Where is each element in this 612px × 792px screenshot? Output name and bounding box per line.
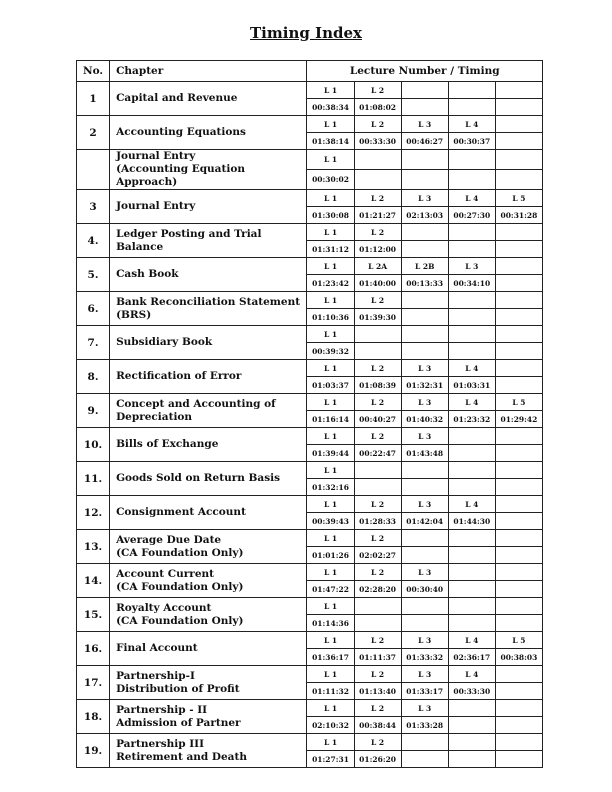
chapter-number: 9. bbox=[77, 394, 110, 428]
lecture-label bbox=[448, 700, 495, 717]
lecture-label: L 1 bbox=[307, 462, 354, 479]
lecture-timing: 01:11:32 bbox=[307, 683, 354, 700]
chapter-number: 8. bbox=[77, 360, 110, 394]
chapter-name-line: Partnership III bbox=[116, 737, 204, 750]
lecture-timing: 02:10:32 bbox=[307, 717, 354, 734]
lecture-timing: 01:28:33 bbox=[354, 513, 401, 530]
lecture-label bbox=[495, 82, 542, 99]
chapter-name-line: Bank Reconciliation Statement bbox=[116, 295, 301, 308]
lecture-label: L 3 bbox=[401, 428, 448, 445]
table-row bbox=[77, 394, 543, 411]
header-chapter: Chapter bbox=[110, 61, 307, 82]
lecture-timing: 01:08:39 bbox=[354, 377, 401, 394]
chapter-name-line: Bills of Exchange bbox=[116, 438, 219, 450]
lecture-timing bbox=[401, 343, 448, 360]
lecture-timing bbox=[448, 751, 495, 768]
lecture-timing: 00:13:33 bbox=[401, 275, 448, 292]
lecture-timing: 00:22:47 bbox=[354, 445, 401, 462]
lecture-timing: 00:46:27 bbox=[401, 133, 448, 150]
lecture-timing bbox=[448, 581, 495, 598]
lecture-label bbox=[495, 598, 542, 615]
lecture-label: L 1 bbox=[307, 632, 354, 649]
table-row bbox=[77, 326, 543, 343]
lecture-timing: 00:38:44 bbox=[354, 717, 401, 734]
chapter-number bbox=[77, 150, 110, 190]
lecture-label bbox=[401, 326, 448, 343]
table-row bbox=[77, 150, 543, 170]
chapter-name bbox=[110, 632, 307, 666]
lecture-label: L 4 bbox=[448, 496, 495, 513]
chapter-name bbox=[110, 150, 307, 190]
lecture-label: L 2 bbox=[354, 82, 401, 99]
lecture-label: L 4 bbox=[448, 632, 495, 649]
chapter-name-line: Distribution of Profit bbox=[116, 682, 240, 695]
lecture-timing bbox=[401, 170, 448, 190]
lecture-label: L 1 bbox=[307, 150, 354, 170]
lecture-label: L 1 bbox=[307, 292, 354, 309]
chapter-name bbox=[110, 700, 307, 734]
lecture-timing: 00:40:27 bbox=[354, 411, 401, 428]
lecture-timing bbox=[354, 615, 401, 632]
lecture-label bbox=[448, 598, 495, 615]
lecture-timing: 00:30:37 bbox=[448, 133, 495, 150]
chapter-name-line: Rectification of Error bbox=[116, 370, 242, 382]
lecture-timing bbox=[401, 241, 448, 258]
chapter-number: 18. bbox=[77, 700, 110, 734]
table-row bbox=[77, 360, 543, 377]
lecture-timing bbox=[448, 309, 495, 326]
chapter-name bbox=[110, 82, 307, 116]
lecture-timing: 01:01:26 bbox=[307, 547, 354, 564]
lecture-timing bbox=[495, 751, 542, 768]
lecture-timing: 01:03:31 bbox=[448, 377, 495, 394]
lecture-timing: 00:30:40 bbox=[401, 581, 448, 598]
chapter-number: 12. bbox=[77, 496, 110, 530]
chapter-name-line: Cash Book bbox=[116, 268, 179, 280]
lecture-label: L 3 bbox=[401, 700, 448, 717]
lecture-label bbox=[401, 530, 448, 547]
lecture-timing: 01:29:42 bbox=[495, 411, 542, 428]
lecture-timing bbox=[495, 581, 542, 598]
chapter-name bbox=[110, 190, 307, 224]
chapter-number: 3 bbox=[77, 190, 110, 224]
chapter-name-line: Capital and Revenue bbox=[116, 92, 238, 104]
lecture-timing: 01:23:32 bbox=[448, 411, 495, 428]
lecture-timing: 01:36:17 bbox=[307, 649, 354, 666]
table-row bbox=[77, 530, 543, 547]
lecture-label: L 3 bbox=[401, 360, 448, 377]
chapter-name-line: Concept and Accounting of bbox=[116, 397, 276, 410]
lecture-timing bbox=[448, 241, 495, 258]
lecture-label bbox=[495, 462, 542, 479]
lecture-label bbox=[448, 326, 495, 343]
table-row bbox=[77, 462, 543, 479]
lecture-timing bbox=[495, 133, 542, 150]
lecture-timing: 02:36:17 bbox=[448, 649, 495, 666]
lecture-label: L 2B bbox=[401, 258, 448, 275]
lecture-label: L 2 bbox=[354, 116, 401, 133]
lecture-timing: 01:31:12 bbox=[307, 241, 354, 258]
chapter-name-line: Average Due Date bbox=[116, 533, 222, 546]
table-row bbox=[77, 116, 543, 133]
lecture-timing: 01:30:08 bbox=[307, 207, 354, 224]
chapter-name bbox=[110, 530, 307, 564]
lecture-timing: 00:30:02 bbox=[307, 170, 354, 190]
lecture-timing: 01:38:14 bbox=[307, 133, 354, 150]
table-row bbox=[77, 564, 543, 581]
lecture-timing bbox=[401, 99, 448, 116]
lecture-label: L 5 bbox=[495, 394, 542, 411]
lecture-timing: 02:02:27 bbox=[354, 547, 401, 564]
lecture-timing: 00:33:30 bbox=[354, 133, 401, 150]
table-row bbox=[77, 292, 543, 309]
lecture-timing: 01:23:42 bbox=[307, 275, 354, 292]
lecture-timing bbox=[495, 513, 542, 530]
chapter-number: 11. bbox=[77, 462, 110, 496]
lecture-timing: 01:14:36 bbox=[307, 615, 354, 632]
lecture-label: L 5 bbox=[495, 632, 542, 649]
lecture-label: L 2 bbox=[354, 428, 401, 445]
lecture-label bbox=[448, 150, 495, 170]
lecture-timing bbox=[448, 717, 495, 734]
lecture-timing: 01:39:44 bbox=[307, 445, 354, 462]
lecture-label: L 3 bbox=[401, 190, 448, 207]
lecture-label bbox=[401, 462, 448, 479]
lecture-timing: 01:03:37 bbox=[307, 377, 354, 394]
chapter-name bbox=[110, 326, 307, 360]
lecture-label: L 4 bbox=[448, 190, 495, 207]
table-row bbox=[77, 734, 543, 751]
lecture-label bbox=[495, 666, 542, 683]
lecture-timing bbox=[401, 309, 448, 326]
table-row bbox=[77, 258, 543, 275]
header-row bbox=[77, 61, 543, 82]
lecture-label bbox=[401, 224, 448, 241]
chapter-name-line: Depreciation bbox=[116, 410, 193, 423]
lecture-timing bbox=[495, 309, 542, 326]
lecture-timing: 01:33:32 bbox=[401, 649, 448, 666]
lecture-label bbox=[448, 734, 495, 751]
lecture-label bbox=[495, 700, 542, 717]
lecture-label: L 1 bbox=[307, 700, 354, 717]
lecture-label bbox=[401, 734, 448, 751]
table-row bbox=[77, 666, 543, 683]
lecture-label bbox=[448, 82, 495, 99]
chapter-number: 2 bbox=[77, 116, 110, 150]
lecture-label: L 3 bbox=[401, 394, 448, 411]
lecture-timing bbox=[448, 170, 495, 190]
chapter-number: 14. bbox=[77, 564, 110, 598]
chapter-name-line: Account Current bbox=[116, 567, 214, 580]
lecture-timing: 01:32:16 bbox=[307, 479, 354, 496]
lecture-label: L 3 bbox=[401, 496, 448, 513]
lecture-timing: 01:44:30 bbox=[448, 513, 495, 530]
lecture-label: L 2A bbox=[354, 258, 401, 275]
lecture-label bbox=[495, 428, 542, 445]
chapter-name bbox=[110, 360, 307, 394]
lecture-label bbox=[448, 224, 495, 241]
lecture-timing: 01:40:00 bbox=[354, 275, 401, 292]
chapter-name bbox=[110, 116, 307, 150]
lecture-timing: 01:32:31 bbox=[401, 377, 448, 394]
chapter-number: 10. bbox=[77, 428, 110, 462]
chapter-name-line: Accounting Equations bbox=[116, 126, 246, 138]
lecture-label: L 1 bbox=[307, 360, 354, 377]
lecture-timing bbox=[495, 683, 542, 700]
chapter-number: 1 bbox=[77, 82, 110, 116]
lecture-label: L 2 bbox=[354, 564, 401, 581]
lecture-timing: 01:11:37 bbox=[354, 649, 401, 666]
lecture-label: L 2 bbox=[354, 496, 401, 513]
lecture-timing bbox=[401, 547, 448, 564]
lecture-label bbox=[495, 292, 542, 309]
lecture-label: L 2 bbox=[354, 394, 401, 411]
lecture-label: L 3 bbox=[401, 116, 448, 133]
lecture-label: L 1 bbox=[307, 564, 354, 581]
lecture-label: L 2 bbox=[354, 700, 401, 717]
lecture-label: L 2 bbox=[354, 190, 401, 207]
lecture-timing: 01:40:32 bbox=[401, 411, 448, 428]
chapter-name bbox=[110, 258, 307, 292]
lecture-label bbox=[495, 224, 542, 241]
chapter-name bbox=[110, 496, 307, 530]
lecture-label: L 2 bbox=[354, 224, 401, 241]
lecture-timing: 02:13:03 bbox=[401, 207, 448, 224]
chapter-name-line: Goods Sold on Return Basis bbox=[116, 472, 281, 484]
lecture-timing: 01:10:36 bbox=[307, 309, 354, 326]
lecture-label: L 1 bbox=[307, 326, 354, 343]
chapter-name-line: Consignment Account bbox=[116, 506, 246, 518]
lecture-timing bbox=[448, 343, 495, 360]
lecture-timing: 01:33:28 bbox=[401, 717, 448, 734]
lecture-timing: 01:47:22 bbox=[307, 581, 354, 598]
table-row bbox=[77, 224, 543, 241]
table-row bbox=[77, 598, 543, 615]
chapter-name-line: (Accounting Equation Approach) bbox=[116, 163, 245, 188]
lecture-label: L 2 bbox=[354, 292, 401, 309]
lecture-label bbox=[495, 734, 542, 751]
lecture-label bbox=[495, 116, 542, 133]
chapter-name-line: Final Account bbox=[116, 642, 198, 654]
chapter-name-line: (CA Foundation Only) bbox=[116, 580, 244, 593]
lecture-label: L 1 bbox=[307, 428, 354, 445]
chapter-name-line: (CA Foundation Only) bbox=[116, 546, 244, 559]
lecture-timing: 01:16:14 bbox=[307, 411, 354, 428]
chapter-number: 7. bbox=[77, 326, 110, 360]
lecture-label bbox=[448, 564, 495, 581]
lecture-label bbox=[354, 326, 401, 343]
table-row bbox=[77, 82, 543, 99]
chapter-number: 17. bbox=[77, 666, 110, 700]
chapter-name bbox=[110, 666, 307, 700]
lecture-timing bbox=[401, 615, 448, 632]
chapter-number: 16. bbox=[77, 632, 110, 666]
lecture-timing bbox=[495, 241, 542, 258]
table-body bbox=[77, 82, 543, 768]
header-no: No. bbox=[77, 61, 110, 82]
lecture-label: L 3 bbox=[401, 564, 448, 581]
lecture-label: L 2 bbox=[354, 666, 401, 683]
lecture-label: L 5 bbox=[495, 190, 542, 207]
lecture-label: L 1 bbox=[307, 82, 354, 99]
lecture-label bbox=[448, 292, 495, 309]
chapter-name bbox=[110, 394, 307, 428]
table-row bbox=[77, 190, 543, 207]
lecture-timing bbox=[448, 547, 495, 564]
lecture-label bbox=[354, 598, 401, 615]
lecture-label bbox=[401, 292, 448, 309]
lecture-timing bbox=[401, 479, 448, 496]
header-lecture: Lecture Number / Timing bbox=[307, 61, 543, 82]
lecture-label: L 2 bbox=[354, 530, 401, 547]
lecture-label bbox=[448, 530, 495, 547]
chapter-name bbox=[110, 224, 307, 258]
table-row bbox=[77, 496, 543, 513]
chapter-number: 13. bbox=[77, 530, 110, 564]
lecture-timing bbox=[448, 479, 495, 496]
lecture-label bbox=[401, 598, 448, 615]
chapter-name-line: Admission of Partner bbox=[116, 716, 241, 729]
lecture-timing: 01:33:17 bbox=[401, 683, 448, 700]
lecture-timing bbox=[448, 99, 495, 116]
lecture-timing bbox=[495, 479, 542, 496]
lecture-timing: 02:28:20 bbox=[354, 581, 401, 598]
chapter-name bbox=[110, 564, 307, 598]
chapter-number: 4. bbox=[77, 224, 110, 258]
chapter-name-line: (CA Foundation Only) bbox=[116, 614, 244, 627]
chapter-name-line: Journal Entry bbox=[116, 200, 196, 212]
table-row bbox=[77, 632, 543, 649]
chapter-number: 5. bbox=[77, 258, 110, 292]
lecture-timing bbox=[495, 377, 542, 394]
lecture-label bbox=[495, 496, 542, 513]
lecture-timing: 00:27:30 bbox=[448, 207, 495, 224]
lecture-label bbox=[495, 564, 542, 581]
lecture-timing bbox=[495, 547, 542, 564]
lecture-label: L 2 bbox=[354, 360, 401, 377]
lecture-label: L 3 bbox=[448, 258, 495, 275]
lecture-label: L 3 bbox=[401, 666, 448, 683]
table-row bbox=[77, 428, 543, 445]
lecture-label bbox=[495, 530, 542, 547]
lecture-timing: 01:26:20 bbox=[354, 751, 401, 768]
lecture-label bbox=[354, 462, 401, 479]
lecture-timing: 01:13:40 bbox=[354, 683, 401, 700]
lecture-label: L 1 bbox=[307, 496, 354, 513]
lecture-timing: 00:34:10 bbox=[448, 275, 495, 292]
chapter-name-line: Partnership - II bbox=[116, 703, 208, 716]
lecture-label bbox=[495, 150, 542, 170]
lecture-label: L 3 bbox=[401, 632, 448, 649]
chapter-name-line: Royalty Account bbox=[116, 601, 212, 614]
chapter-name bbox=[110, 598, 307, 632]
lecture-timing: 00:38:03 bbox=[495, 649, 542, 666]
chapter-name-line: (BRS) bbox=[116, 308, 152, 321]
lecture-label bbox=[401, 82, 448, 99]
lecture-timing: 01:21:27 bbox=[354, 207, 401, 224]
chapter-name-line: Partnership-I bbox=[116, 669, 195, 682]
lecture-timing bbox=[495, 343, 542, 360]
lecture-label: L 2 bbox=[354, 632, 401, 649]
lecture-label bbox=[448, 428, 495, 445]
lecture-timing bbox=[354, 343, 401, 360]
lecture-label: L 1 bbox=[307, 394, 354, 411]
lecture-label: L 4 bbox=[448, 116, 495, 133]
page-title: Timing Index bbox=[250, 24, 362, 42]
lecture-label: L 2 bbox=[354, 734, 401, 751]
timing-index-table bbox=[76, 60, 543, 768]
lecture-timing bbox=[448, 445, 495, 462]
lecture-timing bbox=[448, 615, 495, 632]
lecture-timing: 01:27:31 bbox=[307, 751, 354, 768]
chapter-number: 15. bbox=[77, 598, 110, 632]
lecture-label: L 4 bbox=[448, 666, 495, 683]
chapter-name-line: Journal Entry bbox=[116, 150, 196, 162]
chapter-name bbox=[110, 734, 307, 768]
table-row bbox=[77, 700, 543, 717]
lecture-timing bbox=[495, 275, 542, 292]
lecture-timing: 00:39:43 bbox=[307, 513, 354, 530]
lecture-label: L 1 bbox=[307, 224, 354, 241]
lecture-timing bbox=[495, 615, 542, 632]
lecture-timing: 01:42:04 bbox=[401, 513, 448, 530]
lecture-timing bbox=[495, 99, 542, 116]
lecture-label: L 1 bbox=[307, 734, 354, 751]
lecture-label: L 1 bbox=[307, 598, 354, 615]
lecture-timing: 00:38:34 bbox=[307, 99, 354, 116]
lecture-timing bbox=[495, 717, 542, 734]
lecture-label bbox=[401, 150, 448, 170]
lecture-label: L 1 bbox=[307, 530, 354, 547]
lecture-timing bbox=[495, 170, 542, 190]
lecture-timing: 00:39:32 bbox=[307, 343, 354, 360]
lecture-label bbox=[354, 150, 401, 170]
chapter-name bbox=[110, 462, 307, 496]
lecture-timing bbox=[354, 170, 401, 190]
lecture-timing: 01:08:02 bbox=[354, 99, 401, 116]
lecture-timing bbox=[401, 751, 448, 768]
lecture-label: L 4 bbox=[448, 360, 495, 377]
lecture-label: L 1 bbox=[307, 258, 354, 275]
chapter-name-line: Subsidiary Book bbox=[116, 336, 213, 348]
lecture-timing: 01:12:00 bbox=[354, 241, 401, 258]
lecture-label: L 1 bbox=[307, 190, 354, 207]
lecture-label: L 1 bbox=[307, 116, 354, 133]
chapter-number: 19. bbox=[77, 734, 110, 768]
lecture-label: L 1 bbox=[307, 666, 354, 683]
lecture-timing: 00:31:28 bbox=[495, 207, 542, 224]
lecture-label bbox=[495, 326, 542, 343]
lecture-label: L 4 bbox=[448, 394, 495, 411]
chapter-name-line: Retirement and Death bbox=[116, 750, 247, 763]
lecture-label bbox=[495, 360, 542, 377]
chapter-number: 6. bbox=[77, 292, 110, 326]
lecture-timing bbox=[354, 479, 401, 496]
lecture-label bbox=[495, 258, 542, 275]
chapter-name bbox=[110, 292, 307, 326]
lecture-timing bbox=[495, 445, 542, 462]
chapter-name bbox=[110, 428, 307, 462]
chapter-name-line: Ledger Posting and Trial Balance bbox=[116, 227, 262, 253]
lecture-timing: 01:43:48 bbox=[401, 445, 448, 462]
lecture-timing: 01:39:30 bbox=[354, 309, 401, 326]
lecture-label bbox=[448, 462, 495, 479]
lecture-timing: 00:33:30 bbox=[448, 683, 495, 700]
